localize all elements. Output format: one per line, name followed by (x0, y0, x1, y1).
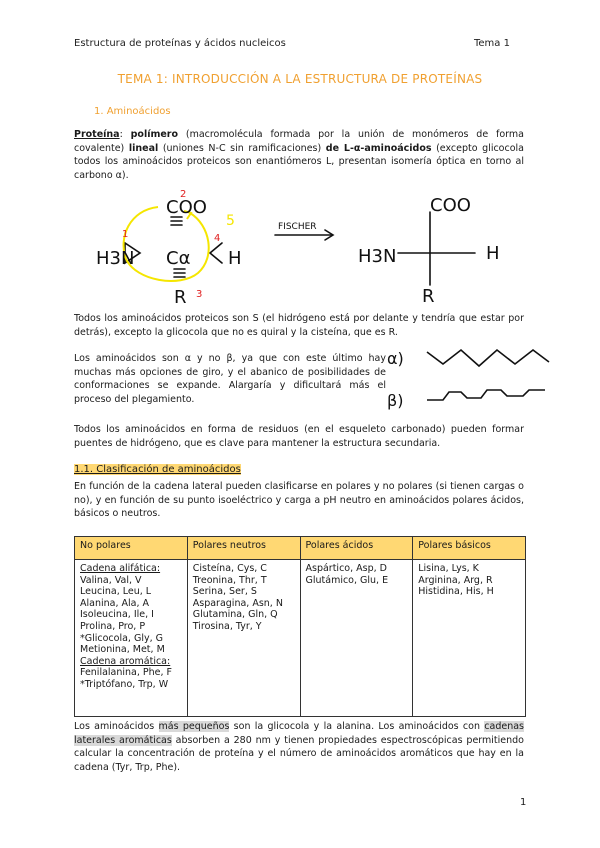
text-fragment: (excepto glicocola todos los aminoácidos proteicos son enantiómeros L, presentan isomería óptica en torno al carbono α). (74, 142, 524, 181)
list-item: Arginina, Arg, R (418, 574, 493, 586)
table-header: Polares básicos (413, 537, 526, 560)
term-polimero: polímero (130, 129, 179, 140)
table-row (75, 560, 526, 717)
list-item: Serina, Ser, S (192, 586, 257, 598)
list-item: Isoleucina, Ile, I (80, 609, 154, 621)
table-header: Polares neutros (187, 537, 300, 560)
list-item: Leucina, Leu, L (80, 586, 152, 598)
list-item: *Glicocola, Gly, G (80, 632, 163, 644)
list-item: Aspártico, Asp, D (305, 563, 387, 574)
list-item: Glutámico, Glu, E (305, 574, 389, 586)
paragraph-protein-definition (74, 128, 524, 182)
page-number: 1 (520, 797, 527, 808)
number-3: 3 (196, 289, 203, 300)
paragraph-chirality: Todos los aminoácidos proteicos son S (el hidrógeno está por delante y tendría que estar por detrás), excepto la glicocola que no es quiral y la cisteína, que es R. (74, 313, 524, 338)
list-item: Histidina, His, H (418, 586, 494, 598)
text-fragment: : (119, 129, 131, 140)
term-proteina: Proteína (74, 129, 120, 140)
subsection-heading (74, 464, 241, 475)
page-title: TEMA 1: INTRODUCCIÓN A LA ESTRUCTURA DE PROTEÍNAS (117, 72, 483, 86)
label-r: R (174, 287, 187, 308)
highlight-aromatic-chains: cadenas laterales aromáticas (74, 721, 525, 746)
fischer-label-coo: COO (430, 195, 471, 216)
fischer-label-r: R (422, 286, 435, 307)
number-2: 2 (180, 189, 187, 200)
list-item: Treonina, Thr, T (192, 574, 267, 586)
table-cell-polares-acidos (300, 560, 413, 717)
term-lineal: lineal (128, 142, 159, 154)
text-fragment: absorben a 280 nm y tienen propiedades espectroscópicas permitiendo calcular la concentración de proteína y el número de aminoácidos aromáticos que hay en la cadena (Tyr, Trp, Phe). (74, 734, 524, 773)
header-right: Tema 1 (474, 38, 510, 49)
list-item: Cisteína, Cys, C (192, 563, 267, 574)
header-left: Estructura de proteínas y ácidos nucleicos (74, 38, 286, 49)
amino-acid-table (74, 536, 526, 717)
list-item: Metionina, Met, M (80, 644, 165, 656)
subheading-aliphatic: Cadena alifática: (80, 563, 161, 574)
list-item: *Triptófano, Trp, W (80, 678, 169, 690)
list-item: Lisina, Lys, K (418, 563, 479, 574)
number-1: 1 (122, 229, 129, 240)
highlight-smallest: más pequeños (158, 721, 230, 732)
table-header: Polares ácidos (300, 537, 413, 560)
section-heading-aminoacidos: 1. Aminoácidos (94, 106, 171, 117)
fischer-label-h: H (486, 243, 500, 264)
list-item: Fenilalanina, Phe, F (80, 667, 173, 679)
alpha-beta-chain-drawing (385, 340, 555, 420)
list-item: Glutamina, Gln, Q (192, 609, 278, 621)
term-aminoacidos: de L-α-aminoácidos (325, 142, 432, 154)
number-4: 4 (214, 233, 221, 244)
label-c-alpha: Cα (166, 248, 191, 269)
label-alpha: α) (387, 349, 404, 368)
list-item: Alanina, Ala, A (80, 597, 150, 609)
list-item: Prolina, Pro, P (80, 620, 146, 632)
list-item: Tirosina, Tyr, Y (192, 620, 262, 632)
label-beta: β) (387, 391, 404, 410)
label-coo: COO (166, 197, 207, 218)
fischer-label-h3n: H3N (358, 246, 397, 267)
paragraph-hydrogen-bonds: Todos los aminoácidos en forma de residuos (en el esqueleto carbonado) pueden formar puentes de hidrógeno, que es clave para mantener la estructura secundaria. (74, 424, 524, 449)
subsection-heading-text: 1.1. Clasificación de aminoácidos (74, 464, 241, 475)
subheading-aromatic: Cadena aromática: (80, 655, 171, 667)
label-h3n: H3N (96, 248, 135, 269)
number-5: 5 (226, 213, 235, 229)
paragraph-alpha-beta: Los aminoácidos son α y no β, ya que con este último hay muchas más opciones de giro, y el abanico de posibilidades de conformaciones se expande. Alargaría y dificultará más el proceso del plegamiento. (74, 353, 386, 405)
paragraph-classification: En función de la cadena lateral pueden clasificarse en polares y no polares (si tienen cargas o no), y en función de su punto isoeléctrico y carga a pH neutro en aminoácidos polares ácidos, básicos o neutros. (74, 481, 524, 519)
text-fragment: (uniones N-C sin ramificaciones) (158, 142, 326, 154)
table-header: No polares (75, 537, 188, 560)
text-fragment: son la glicocola y la alanina. Los aminoácidos con (229, 721, 485, 732)
table-header-row (75, 537, 526, 560)
table-cell-polares-basicos (413, 560, 526, 717)
handwritten-amino-acid-drawing (70, 185, 550, 310)
list-item: Valina, Val, V (80, 574, 142, 586)
rotation-arrow-icon (124, 207, 209, 281)
table-cell-no-polares (75, 560, 188, 717)
paragraph-aromatic (74, 720, 524, 774)
label-fischer: FISCHER (278, 222, 317, 232)
list-item: Asparagina, Asn, N (192, 597, 283, 609)
table-cell-polares-neutros (187, 560, 300, 717)
label-h: H (228, 248, 242, 269)
text-fragment: Los aminoácidos (74, 721, 159, 732)
text-fragment: (macromolécula formada por la unión de monómeros de forma covalente) (74, 129, 524, 154)
